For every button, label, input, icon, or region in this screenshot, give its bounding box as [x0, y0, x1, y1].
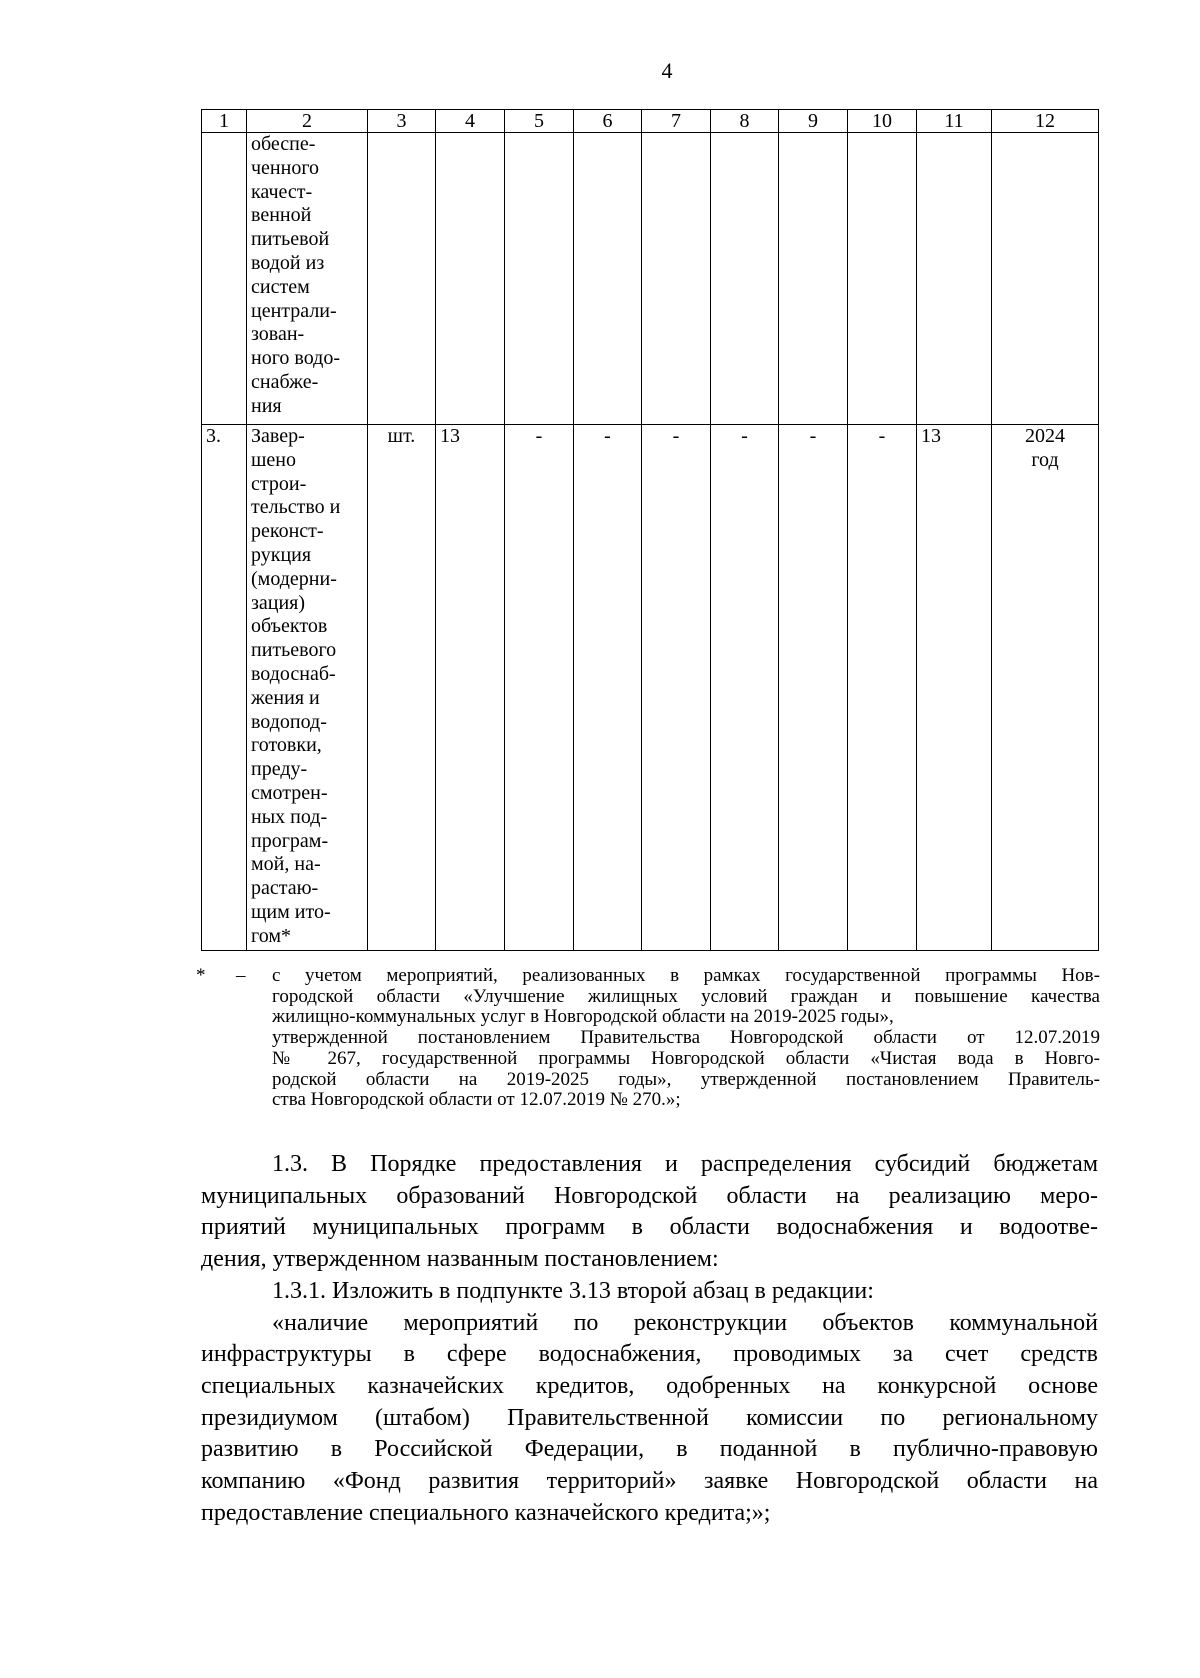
indicator-name-line: ного водо-	[251, 347, 340, 370]
footnote-line: с учетом мероприятий, реализованных в рамках государственной программы Нов-	[272, 965, 1100, 986]
year-line: 2024	[1025, 425, 1065, 447]
indicator-name-line: объектов	[251, 615, 328, 638]
year-cell	[992, 425, 1099, 951]
paragraph-line: предоставление специального казначейского кредита;»;	[201, 1499, 771, 1526]
value-cell-11: 13	[917, 425, 992, 951]
row-number-cell: 3.	[202, 425, 247, 951]
indicator-name-cell	[247, 133, 368, 425]
value-cell-8	[711, 133, 779, 425]
indicator-name-line: питьевого	[251, 639, 337, 662]
unit-cell: шт.	[368, 425, 436, 951]
indicator-name-line: питьевой	[251, 228, 330, 251]
indicator-name-cell	[247, 425, 368, 951]
header-cell-10: 10	[848, 110, 917, 133]
value-cell-4	[436, 133, 505, 425]
value-cell-5: -	[505, 425, 574, 951]
indicator-name-line: гом*	[251, 924, 291, 947]
header-cell-12: 12	[992, 110, 1099, 133]
footnote-dash: –	[236, 965, 246, 986]
indicator-name-line: тельство и	[251, 496, 341, 519]
indicator-name-line: преду-	[251, 758, 308, 781]
footnote	[196, 966, 1100, 1111]
paragraph-line: приятий муниципальных программ в области водоснабжения и водоотве-	[201, 1214, 1098, 1241]
indicator-name-line: снабже-	[251, 370, 319, 393]
table-header-row	[202, 110, 1099, 133]
indicator-name-line: ния	[251, 394, 282, 417]
indicator-name-line: зация)	[251, 591, 306, 614]
footnote-line: родской области на 2019-2025 годы», утвержденной постановлением Правитель-	[272, 1068, 1100, 1090]
value-cell-5	[505, 133, 574, 425]
value-cell-10	[848, 133, 917, 425]
table-row	[202, 425, 1099, 951]
paragraph-line: развитию в Российской Федерации, в поданной в публично-правовую	[201, 1436, 1098, 1463]
header-cell-11: 11	[917, 110, 992, 133]
page-number: 4	[661, 58, 673, 83]
indicator-name-line: Завер-	[251, 425, 305, 447]
indicator-name-line: водопод-	[251, 710, 327, 733]
value-cell-4: 13	[436, 425, 505, 951]
value-cell-7	[642, 133, 711, 425]
indicator-name-line: реконст-	[251, 520, 324, 543]
indicator-name-line: ченного	[251, 156, 320, 179]
header-cell-1: 1	[202, 110, 247, 133]
value-cell-8: -	[711, 425, 779, 951]
paragraph	[201, 1276, 1098, 1308]
unit-cell	[368, 133, 436, 425]
header-cell-5: 5	[505, 110, 574, 133]
paragraph-line: президиумом (штабом) Правительственной комиссии по региональному	[201, 1404, 1098, 1431]
indicator-name-line: растаю-	[251, 877, 319, 900]
header-cell-9: 9	[779, 110, 848, 133]
paragraph-line: муниципальных образований Новгородской области на реализацию меро-	[201, 1182, 1098, 1209]
value-cell-10: -	[848, 425, 917, 951]
document-body	[201, 1149, 1098, 1529]
footnote-line: городской области «Улучшение жилищных условий граждан и повышение качества	[272, 985, 1100, 1007]
row-number-cell	[202, 133, 247, 425]
paragraph-line: дения, утвержденном названным постановлением:	[201, 1246, 719, 1273]
paragraph-line: инфраструктуры в сфере водоснабжения, проводимых за счет средств	[201, 1341, 1098, 1368]
indicator-name-line: програм-	[251, 829, 329, 852]
indicator-name-line: строи-	[251, 472, 307, 495]
footnote-line: № 267, государственной программы Новгородской области «Чистая вода в Новго-	[272, 1047, 1100, 1069]
footnote-line: ства Новгородской области от 12.07.2019 № 270.»;	[272, 1089, 681, 1111]
paragraph-line: 1.3.1. Изложить в подпункте 3.13 второй абзац в редакции:	[272, 1277, 874, 1304]
footnote-marker: *	[196, 965, 206, 986]
indicator-name-line: смотрен-	[251, 781, 328, 804]
header-cell-7: 7	[642, 110, 711, 133]
indicator-name-line: водой из	[251, 251, 325, 274]
header-cell-6: 6	[574, 110, 642, 133]
paragraph-line: специальных казначейских кредитов, одобренных на конкурсной основе	[201, 1372, 1098, 1399]
header-cell-4: 4	[436, 110, 505, 133]
indicator-name-line: мой, на-	[251, 853, 321, 876]
value-cell-6	[574, 133, 642, 425]
paragraph-line: компанию «Фонд развития территорий» заявке Новгородской области на	[201, 1468, 1098, 1495]
indicator-name-line: водоснаб-	[251, 662, 336, 685]
indicator-name-line: щим ито-	[251, 900, 331, 923]
footnote-text	[272, 966, 1100, 1111]
indicator-name-line: систем	[251, 275, 310, 298]
value-cell-11	[917, 133, 992, 425]
indicator-name-line: жения и	[251, 686, 320, 709]
year-line: год	[1031, 448, 1059, 471]
indicator-name-line: ных под-	[251, 805, 328, 828]
header-cell-2: 2	[247, 110, 368, 133]
header-cell-8: 8	[711, 110, 779, 133]
indicator-name-line: готовки,	[251, 734, 322, 757]
paragraph-line: 1.3. В Порядке предоставления и распределения субсидий бюджетам	[272, 1151, 1098, 1177]
indicators-table	[201, 109, 1099, 951]
table-row	[202, 133, 1099, 425]
year-cell	[992, 133, 1099, 425]
indicator-name-line: венной	[251, 204, 312, 227]
header-cell-3: 3	[368, 110, 436, 133]
indicator-name-line: обеспе-	[251, 133, 316, 155]
indicator-name-line: рукция	[251, 543, 312, 566]
indicator-name-line: шено	[251, 448, 296, 471]
indicator-name-line: зован-	[251, 323, 305, 346]
indicator-name-line: качест-	[251, 180, 313, 203]
value-cell-7: -	[642, 425, 711, 951]
indicator-name-line: (модерни-	[251, 567, 337, 590]
footnote-line: жилищно-коммунальных услуг в Новгородской области на 2019-2025 годы»,	[272, 1006, 894, 1028]
paragraph	[201, 1149, 1098, 1276]
footnote-line: утвержденной постановлением Правительства Новгородской области от 12.07.2019	[272, 1027, 1100, 1049]
indicator-name-line: централи-	[251, 299, 337, 322]
paragraph-line: «наличие мероприятий по реконструкции объектов коммунальной	[272, 1309, 1098, 1336]
paragraph	[201, 1308, 1098, 1530]
value-cell-6: -	[574, 425, 642, 951]
value-cell-9	[779, 133, 848, 425]
value-cell-9: -	[779, 425, 848, 951]
